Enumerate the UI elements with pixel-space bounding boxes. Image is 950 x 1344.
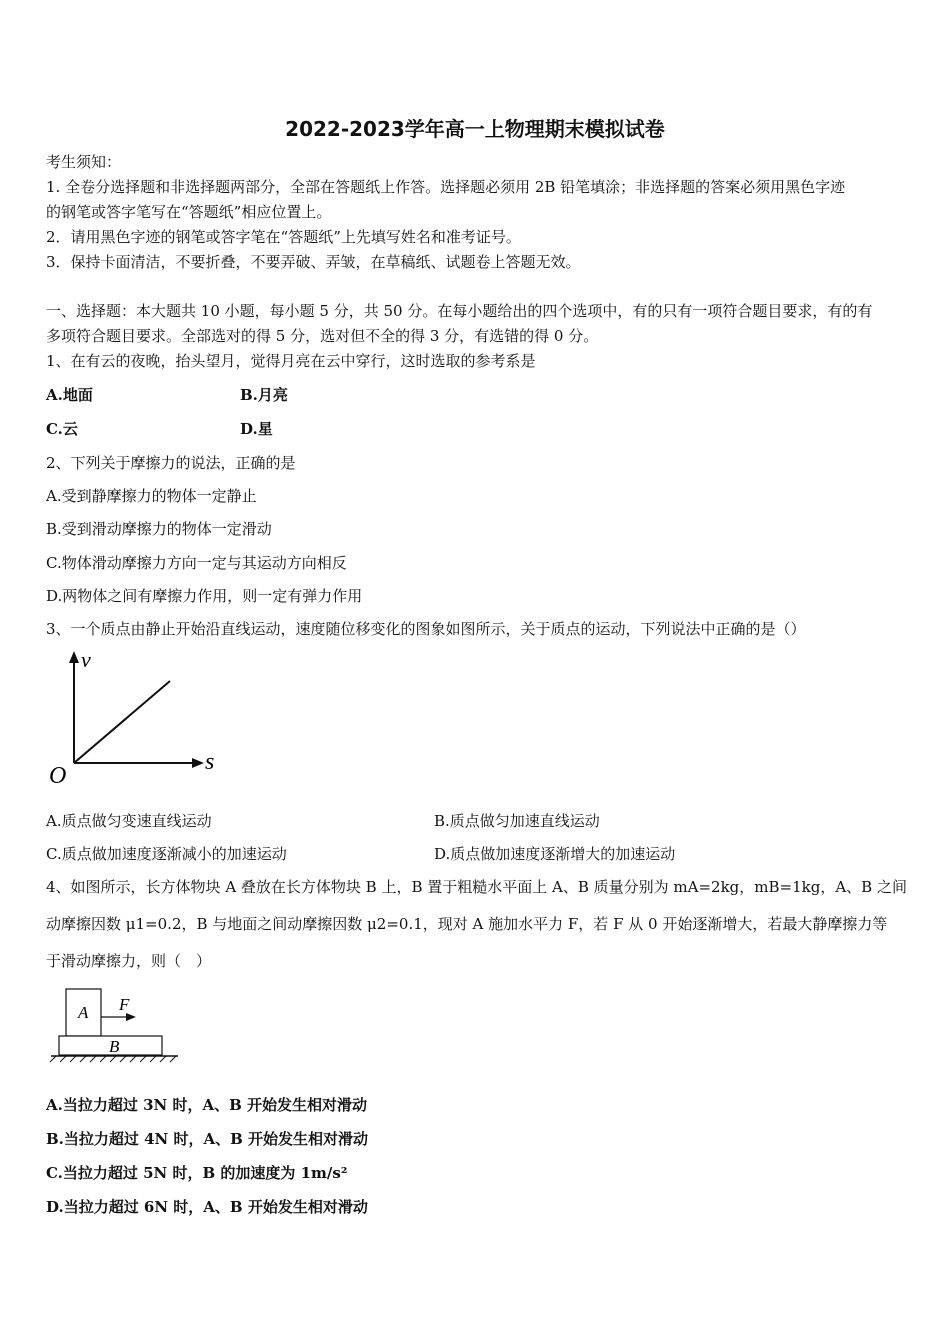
q4-option-b: B.当拉力超过 4N 时，A、B 开始发生相对滑动 xyxy=(46,1130,369,1148)
blocks-figure xyxy=(46,985,186,1065)
v-s-graph xyxy=(40,645,230,795)
q4-option-c: C.当拉力超过 5N 时，B 的加速度为 1m/s² xyxy=(46,1164,348,1182)
q2-option-a: A.受到静摩擦力的物体一定静止 xyxy=(46,487,257,505)
graph-x-label: s xyxy=(205,749,215,775)
notice-heading: 考生须知： xyxy=(46,153,122,171)
section-instructions: 多项符合题目要求。全部选对的得 5 分，选对但不全的得 3 分，有选错的得 0 分。 xyxy=(46,327,599,345)
q4-option-d: D.当拉力超过 6N 时，A、B 开始发生相对滑动 xyxy=(46,1198,368,1216)
q1-option-d: D.星 xyxy=(240,420,273,438)
graph-line xyxy=(74,681,170,763)
q3-option-c: C.质点做加速度逐渐减小的加速运动 xyxy=(46,845,287,863)
q2-option-c: C.物体滑动摩擦力方向一定与其运动方向相反 xyxy=(46,554,347,572)
question-1-stem: 1、在有云的夜晚，抬头望月，觉得月亮在云中穿行，这时选取的参考系是 xyxy=(46,352,536,370)
q1-option-a: A.地面 xyxy=(46,386,93,404)
notice-item: 2．请用黑色字迹的钢笔或答字笔在“答题纸”上先填写姓名和准考证号。 xyxy=(46,228,521,246)
q1-option-c: C.云 xyxy=(46,420,78,438)
graph-x-arrow-icon xyxy=(192,758,204,768)
graph-origin-label: O xyxy=(49,763,67,789)
section-instructions: 一、选择题：本大题共 10 小题，每小题 5 分，共 50 分。在每小题给出的四个选项中，有的只有一项符合题目要求，有的有 xyxy=(46,302,873,320)
question-4-stem: 4、如图所示，长方体物块 A 叠放在长方体物块 B 上，B 置于粗糙水平面上 A、B 质量分别为 mA=2kg，mB=1kg，A、B 之间 xyxy=(46,878,907,896)
q2-option-d: D.两物体之间有摩擦力作用，则一定有弹力作用 xyxy=(46,587,363,605)
question-2-stem: 2、下列关于摩擦力的说法，正确的是 xyxy=(46,454,296,472)
ground-hatch xyxy=(50,1056,176,1062)
question-4-stem: 于滑动摩擦力，则（ ） xyxy=(46,952,212,970)
question-3-stem: 3、一个质点由静止开始沿直线运动，速度随位移变化的图象如图所示，关于质点的运动，下列说法中正确的是（） xyxy=(46,620,806,638)
graph-y-label: v xyxy=(81,647,91,672)
q3-option-a: A.质点做匀变速直线运动 xyxy=(46,812,212,830)
page-title: 2022-2023学年高一上物理期末模拟试卷 xyxy=(285,117,665,141)
notice-item: 3．保持卡面清洁，不要折叠，不要弄破、弄皱，在草稿纸、试题卷上答题无效。 xyxy=(46,253,581,271)
graph-y-arrow-icon xyxy=(69,651,79,663)
notice-item: 1. 全卷分选择题和非选择题两部分，全部在答题纸上作答。选择题必须用 2B 铅笔填涂；非选择题的答案必须用黑色字迹 xyxy=(46,178,846,196)
q3-option-b: B.质点做匀加速直线运动 xyxy=(434,812,600,830)
force-label: F xyxy=(119,995,130,1014)
notice-item: 的钢笔或答字笔写在“答题纸”相应位置上。 xyxy=(46,203,332,221)
question-4-stem: 动摩擦因数 μ1=0.2，B 与地面之间动摩擦因数 μ2=0.1，现对 A 施加水平力 F，若 F 从 0 开始逐渐增大，若最大静摩擦力等 xyxy=(46,915,888,933)
q4-option-a: A.当拉力超过 3N 时，A、B 开始发生相对滑动 xyxy=(46,1096,367,1114)
q3-option-d: D.质点做加速度逐渐增大的加速运动 xyxy=(434,845,676,863)
q2-option-b: B.受到滑动摩擦力的物体一定滑动 xyxy=(46,520,272,538)
force-arrow-icon xyxy=(126,1013,136,1021)
block-b-label: B xyxy=(109,1037,120,1056)
q1-option-b: B.月亮 xyxy=(240,386,288,404)
block-a-label: A xyxy=(78,1003,89,1022)
